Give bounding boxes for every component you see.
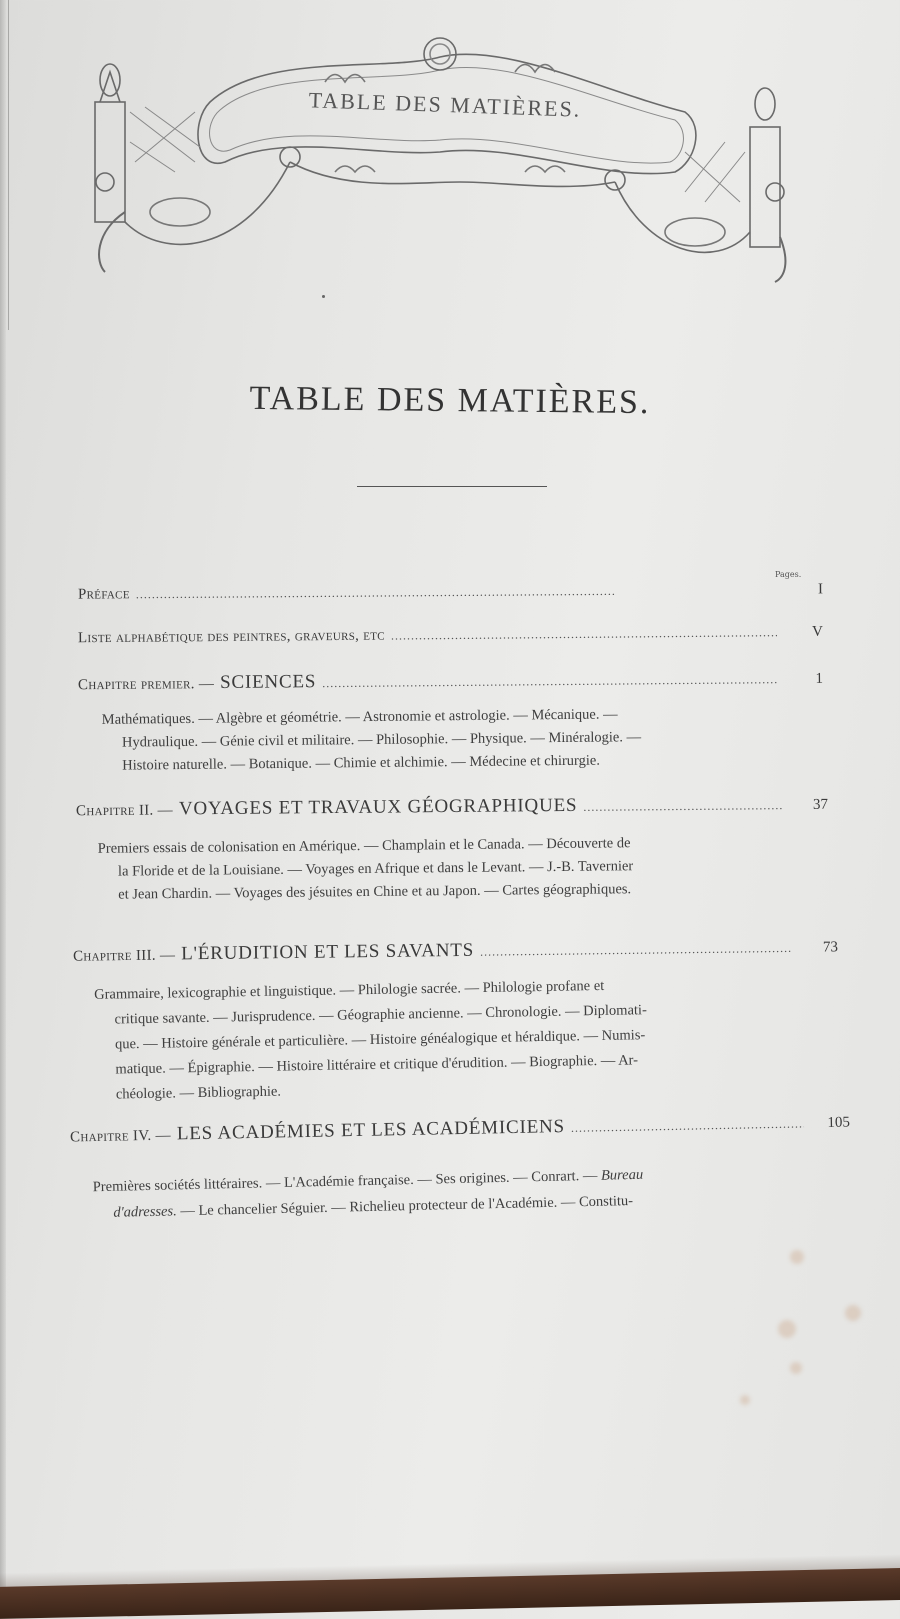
- toc-entry-preface[interactable]: [78, 581, 823, 603]
- toc-page-number: 37: [812, 796, 829, 813]
- description-line: matique. — Épigraphie. — Histoire littéraire et critique d'érudition. — Biographie. — Ar-: [115, 1052, 639, 1078]
- description-line: chéologie. — Bibliographie.: [115, 1083, 282, 1103]
- chapter-heading: LES ACADÉMIES ET LES ACADÉMICIENS: [176, 1115, 566, 1145]
- toc-page-number: 1: [815, 670, 824, 687]
- page-title: TABLE DES MATIÈRES.: [249, 379, 651, 422]
- toc-entry-label: Préface: [77, 586, 130, 603]
- paper-stain: [790, 1362, 802, 1374]
- chapter-label: Chapitre premier. —: [77, 676, 215, 694]
- description-text: — Le chancelier Séguier. — Richelieu protecteur de l'Académie. — Constitu-: [176, 1192, 634, 1220]
- toc-entry-label: Liste alphabétique des peintres, graveurs, etc: [77, 627, 385, 647]
- paper-stain: [740, 1395, 750, 1405]
- cartouche-title: TABLE DES MATIÈRES.: [308, 87, 582, 122]
- dot-leader: [583, 798, 782, 815]
- description-line: Hydraulique. — Génie civil et militaire. — Philosophie. — Physique. — Minéralogie. —: [121, 729, 642, 751]
- chapter-label: Chapitre III. —: [72, 947, 176, 965]
- pages-column-label: Pages.: [775, 570, 802, 579]
- chapter-3-description: [94, 973, 648, 1108]
- toc-entry-chapter-3[interactable]: [73, 935, 838, 966]
- toc-entry-liste-alphabetique[interactable]: [78, 624, 823, 648]
- dot-leader: [571, 1116, 804, 1135]
- chapter-label: Chapitre IV. —: [69, 1127, 172, 1146]
- toc-page-number: V: [812, 623, 824, 640]
- dot-leader: [322, 672, 777, 691]
- description-line: critique savante. — Jurisprudence. — Géographie ancienne. — Chronologie. — Diplomati-: [114, 1002, 647, 1028]
- toc-entry-chapter-2[interactable]: [76, 793, 828, 822]
- dot-leader: [136, 583, 777, 602]
- description-line: que. — Histoire générale et particulière. — Histoire généalogique et héraldique. — Numis-: [114, 1027, 646, 1053]
- description-text: Premières sociétés littéraires. — L'Académie française. — Ses origines. — Conrart. —: [92, 1167, 602, 1196]
- toc-page-number: I: [817, 581, 824, 598]
- toc-entry-chapter-1[interactable]: [78, 667, 823, 696]
- paper-stain: [845, 1305, 861, 1321]
- dot-leader: [480, 941, 792, 960]
- toc-entry-chapter-4[interactable]: [70, 1111, 850, 1148]
- description-line: Grammaire, lexicographie et linguistique. — Philologie sacrée. — Philologie profane et: [94, 977, 605, 1003]
- toc-page-number: 73: [822, 939, 839, 956]
- description-line: Histoire naturelle. — Botanique. — Chimie et alchimie. — Médecine et chirurgie.: [122, 752, 601, 774]
- dot-leader: [391, 625, 777, 643]
- italic-fragment: d'adresses.: [113, 1203, 177, 1221]
- description-line: et Jean Chardin. — Voyages des jésuites en Chine et au Japon. — Cartes géographiques.: [118, 881, 632, 903]
- chapter-1-description: [102, 703, 642, 778]
- paper-stain: [778, 1320, 796, 1338]
- italic-fragment: Bureau: [600, 1166, 644, 1184]
- description-line: Premiers essais de colonisation en Amérique. — Champlain et le Canada. — Découverte de: [97, 835, 631, 857]
- chapter-heading: SCIENCES: [219, 671, 317, 694]
- chapter-4-description: [92, 1162, 644, 1226]
- toc-page-number: 105: [827, 1114, 851, 1131]
- description-line: Mathématiques. — Algèbre et géométrie. — Astronomie et astrologie. — Mécanique. —: [101, 706, 618, 728]
- chapter-2-description: [98, 832, 634, 907]
- chapter-heading: VOYAGES ET TRAVAUX GÉOGRAPHIQUES: [178, 794, 578, 820]
- chapter-heading: L'ÉRUDITION ET LES SAVANTS: [181, 939, 475, 965]
- paper-stain: [790, 1250, 804, 1264]
- description-line: la Floride et de la Louisiane. — Voyages en Afrique et dans le Levant. — J.-B. Tavernier: [117, 858, 634, 880]
- chapter-label: Chapitre II. —: [75, 802, 173, 820]
